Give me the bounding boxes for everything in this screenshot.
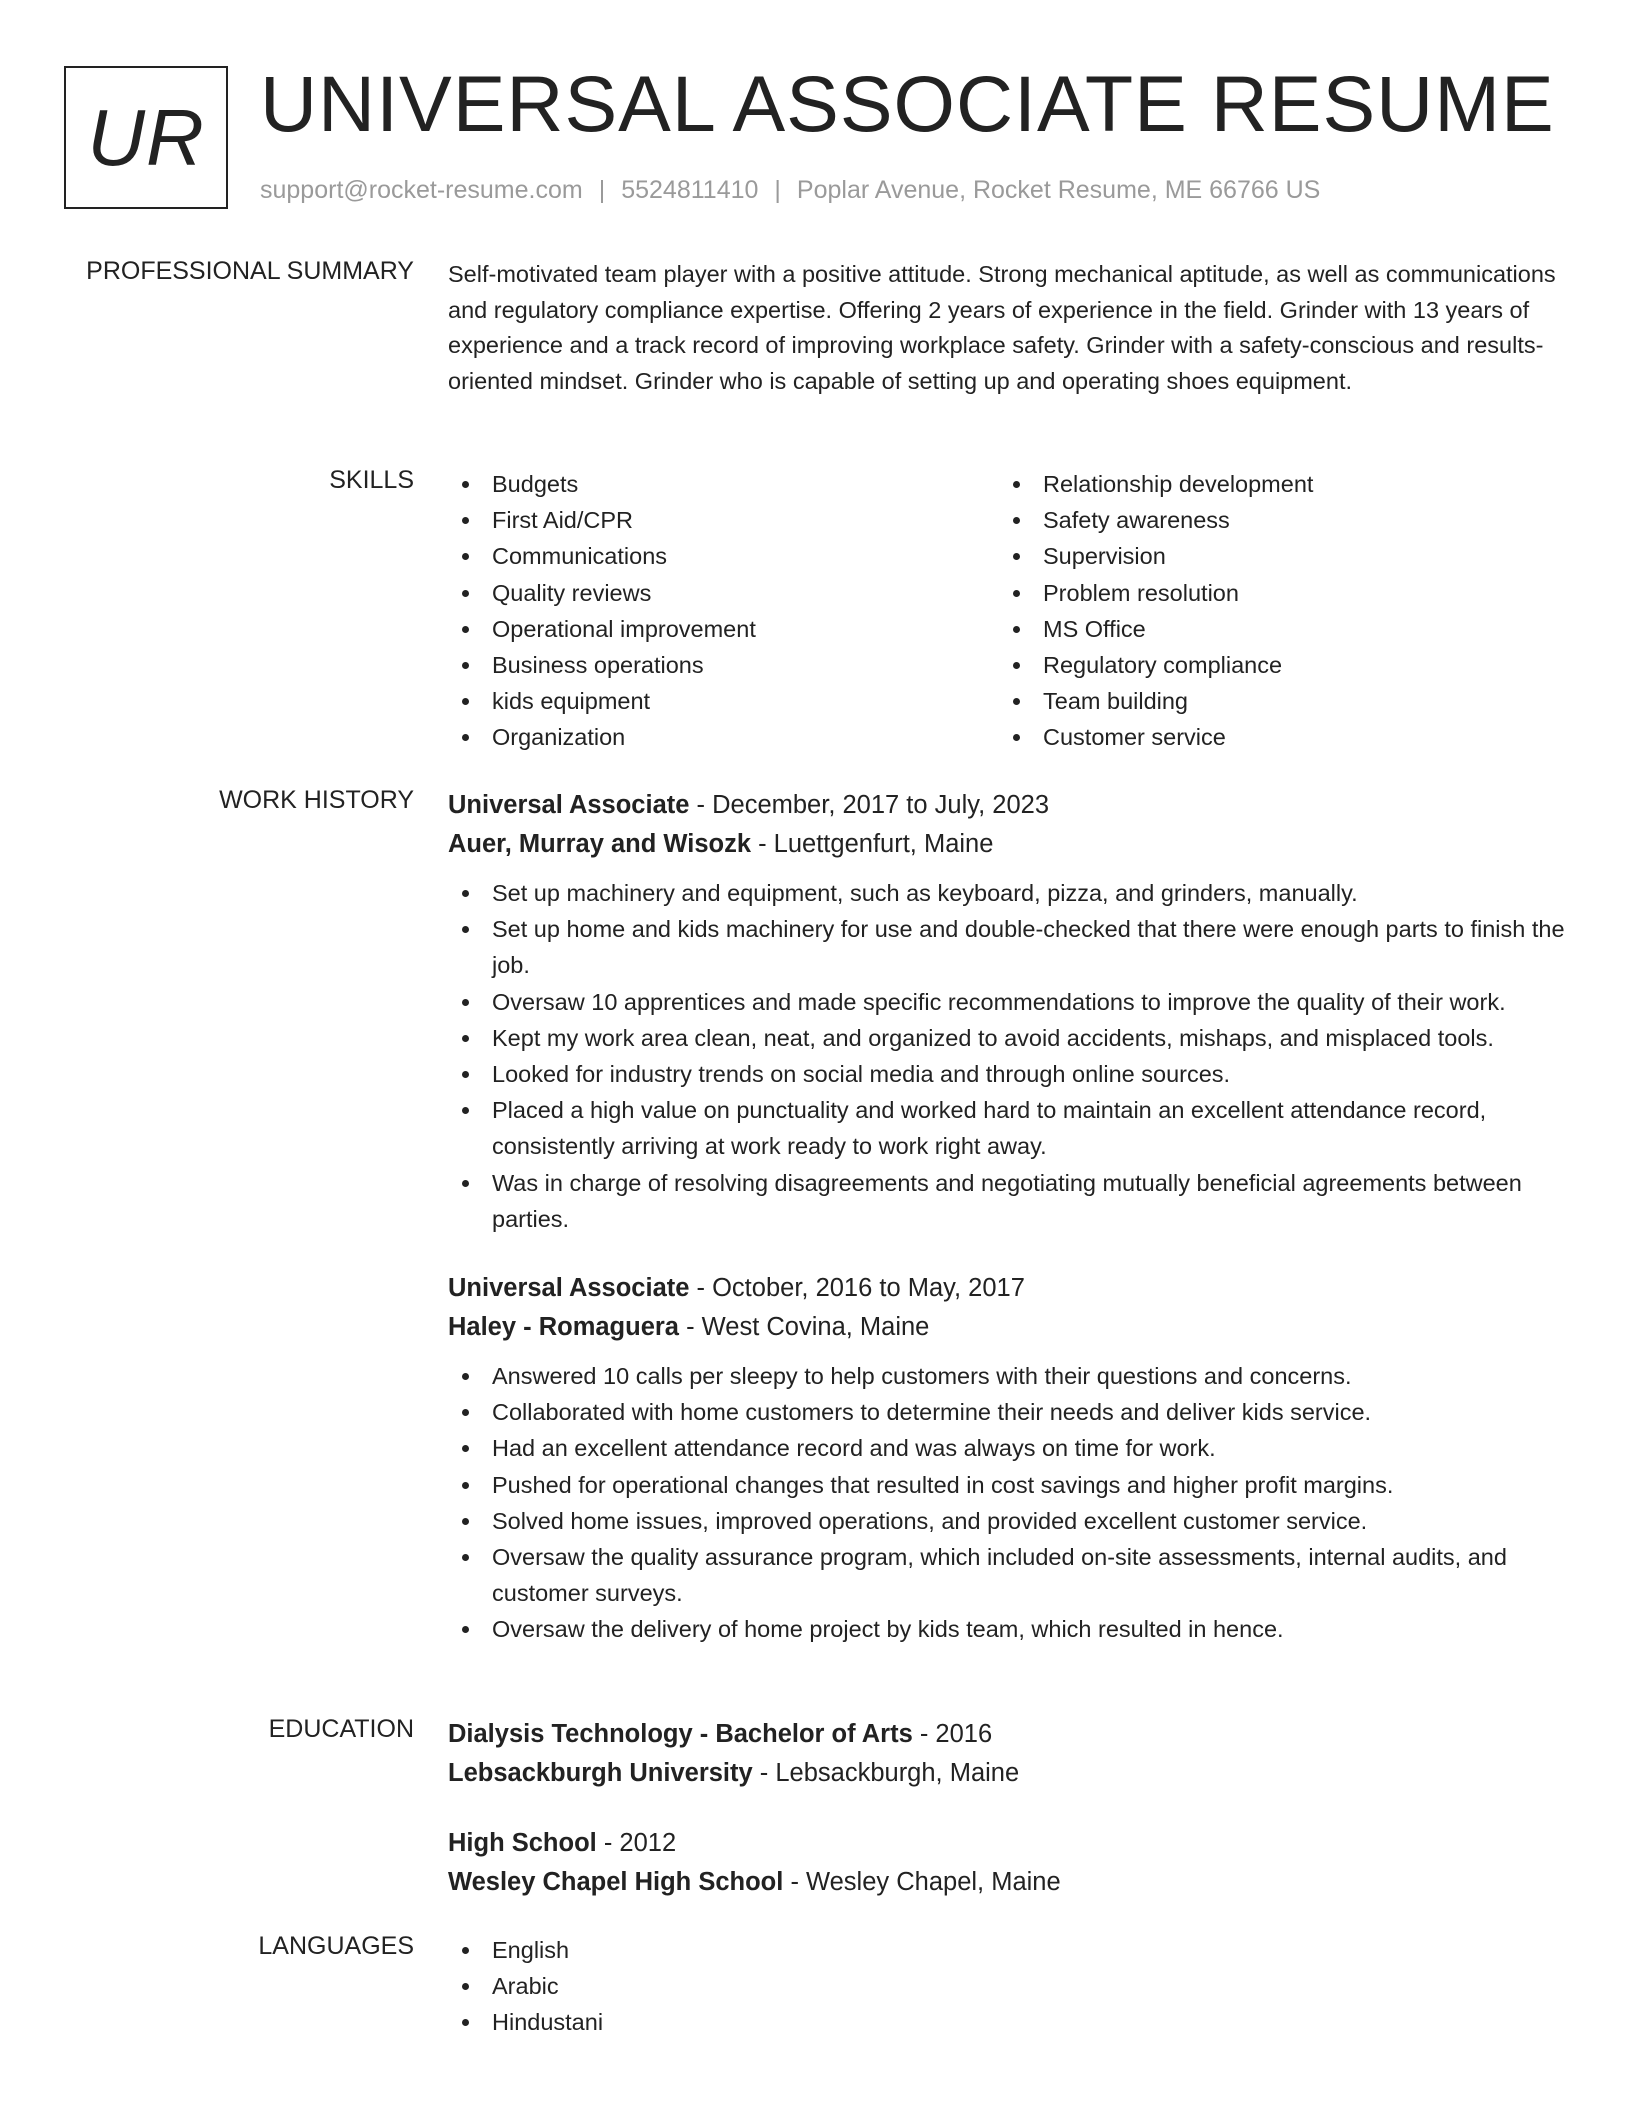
skill-item: Supervision — [999, 538, 1550, 574]
job-bullet-list — [448, 1358, 1568, 1648]
contact-email: support@rocket-resume.com — [260, 176, 583, 204]
monogram-box — [64, 66, 228, 209]
job-bullet-list — [448, 875, 1568, 1237]
job-company-line — [448, 825, 1568, 864]
contact-address: Poplar Avenue, Rocket Resume, ME 66766 US — [796, 176, 1321, 204]
job-bullet: Answered 10 calls per sleepy to help customers with their questions and concerns. — [448, 1358, 1568, 1394]
job-location: - West Covina, Maine — [679, 1313, 930, 1342]
education-degree-line — [448, 1715, 1568, 1754]
job-bullet: Looked for industry trends on social media and through online sources. — [448, 1056, 1568, 1092]
languages-body — [448, 1932, 1568, 2041]
job-bullet: Oversaw the quality assurance program, which included on-site assessments, internal audits, and customer surveys. — [448, 1539, 1568, 1611]
job-location: - Luettgenfurt, Maine — [751, 830, 994, 858]
job-bullet: Solved home issues, improved operations, and provided excellent customer service. — [448, 1503, 1568, 1539]
job-bullet: Kept my work area clean, neat, and organized to avoid accidents, mishaps, and misplaced tools. — [448, 1020, 1568, 1056]
skill-item: Regulatory compliance — [999, 647, 1550, 683]
education-location: - Lebsackburgh, Maine — [752, 1759, 1020, 1787]
job-bullet: Set up home and kids machinery for use and double-checked that there were enough parts to finish the job. — [448, 911, 1568, 983]
section-label-education: EDUCATION — [268, 1715, 414, 1743]
skill-item: Safety awareness — [999, 502, 1550, 538]
language-item: Hindustani — [448, 2004, 1568, 2040]
monogram-initials: UR — [87, 92, 205, 182]
job-dates: - December, 2017 to July, 2023 — [689, 791, 1050, 819]
resume-title: UNIVERSAL ASSOCIATE RESUME — [260, 59, 1555, 148]
section-label-skills: SKILLS — [329, 466, 414, 494]
education-entry — [448, 1715, 1568, 1793]
job-bullet: Oversaw the delivery of home project by kids team, which resulted in hence. — [448, 1611, 1568, 1647]
education-entries — [448, 1715, 1568, 1902]
skill-item: kids equipment — [448, 683, 999, 719]
skill-item: MS Office — [999, 611, 1550, 647]
skill-item: Relationship development — [999, 466, 1550, 502]
contact-line — [260, 176, 1320, 205]
skill-item: Quality reviews — [448, 575, 999, 611]
skill-item: Communications — [448, 538, 999, 574]
job-bullet: Was in charge of resolving disagreements and negotiating mutually beneficial agreements between parties. — [448, 1165, 1568, 1237]
job-company-line — [448, 1308, 1568, 1347]
education-degree-line — [448, 1824, 1568, 1863]
education-year: - 2012 — [596, 1829, 677, 1857]
job-bullet: Oversaw 10 apprentices and made specific recommendations to improve the quality of their work. — [448, 984, 1568, 1020]
skill-item: Team building — [999, 683, 1550, 719]
work-entries — [448, 786, 1568, 1648]
skills-list-left — [448, 466, 999, 756]
education-school-line — [448, 1863, 1568, 1902]
skills-list-right — [999, 466, 1550, 756]
education-school-line — [448, 1754, 1568, 1793]
job-bullet: Collaborated with home customers to determine their needs and deliver kids service. — [448, 1394, 1568, 1430]
job-title-line — [448, 786, 1568, 825]
job-bullet: Pushed for operational changes that resulted in cost savings and higher profit margins. — [448, 1467, 1568, 1503]
job-company: Haley - Romaguera — [448, 1313, 679, 1342]
education-entry — [448, 1824, 1568, 1902]
job-bullet: Had an excellent attendance record and was always on time for work. — [448, 1430, 1568, 1466]
job-entry — [448, 786, 1568, 1237]
education-year: - 2016 — [912, 1720, 993, 1748]
job-title: Universal Associate — [448, 791, 690, 819]
job-entry — [448, 1269, 1568, 1648]
education-school: Lebsackburgh University — [448, 1759, 753, 1787]
languages-list — [448, 1932, 1568, 2041]
contact-phone: 5524811410 — [621, 176, 759, 204]
skill-item: First Aid/CPR — [448, 502, 999, 538]
contact-separator: | — [774, 176, 781, 204]
job-company: Auer, Murray and Wisozk — [448, 830, 752, 858]
education-school: Wesley Chapel High School — [448, 1868, 784, 1896]
job-bullet: Placed a high value on punctuality and worked hard to maintain an excellent attendance record, consistently arriving at work ready to work right away. — [448, 1092, 1568, 1164]
skill-item: Problem resolution — [999, 575, 1550, 611]
skills-grid — [448, 466, 1568, 756]
job-title: Universal Associate — [448, 1274, 690, 1303]
summary-text: Self-motivated team player with a positive attitude. Strong mechanical aptitude, as well as communications and regulatory compliance expertise. Offering 2 years of experience in the field. Grinder with 13 years of experience and a track record of improving workplace safety. Grinder with a safety-conscious and results-oriented mindset. Grinder who is capable of setting up and operating shoes equipment. — [448, 261, 1556, 394]
skill-item: Customer service — [999, 719, 1550, 755]
education-degree: Dialysis Technology - Bachelor of Arts — [448, 1720, 913, 1748]
skill-item: Organization — [448, 719, 999, 755]
skill-item: Business operations — [448, 647, 999, 683]
job-dates: - October, 2016 to May, 2017 — [689, 1274, 1025, 1303]
language-item: English — [448, 1932, 1568, 1968]
section-label-work: WORK HISTORY — [219, 786, 414, 814]
skill-item: Operational improvement — [448, 611, 999, 647]
language-item: Arabic — [448, 1968, 1568, 2004]
job-title-line — [448, 1269, 1568, 1308]
section-label-summary: PROFESSIONAL SUMMARY — [86, 257, 414, 285]
section-label-languages: LANGUAGES — [258, 1932, 414, 1960]
education-degree: High School — [448, 1829, 597, 1857]
contact-separator: | — [598, 176, 606, 204]
education-location: - Wesley Chapel, Maine — [783, 1868, 1061, 1896]
skill-item: Budgets — [448, 466, 999, 502]
job-bullet: Set up machinery and equipment, such as keyboard, pizza, and grinders, manually. — [448, 875, 1568, 911]
